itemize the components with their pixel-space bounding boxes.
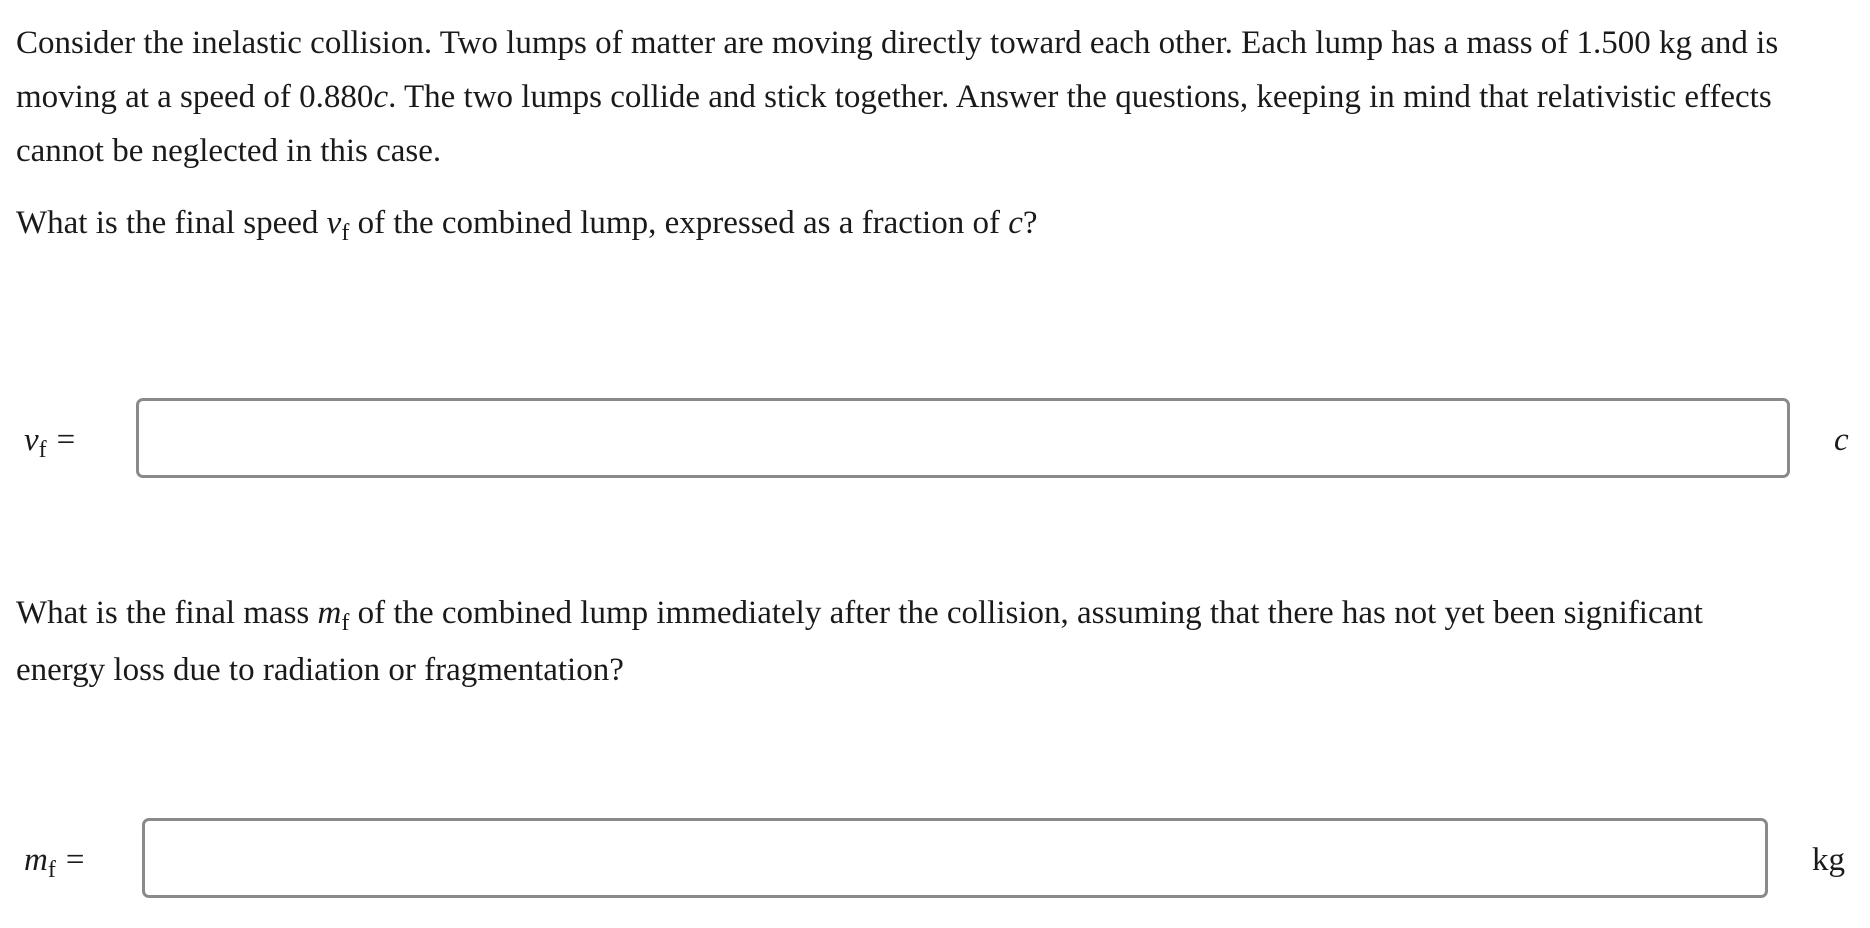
intro-text-start: Consider the inelastic collision. Two lumps of matter are moving directly toward each other. Each lump has a mass of 1.500 kg and is moving at a speed of 0.880 — [16, 25, 1779, 115]
q2-text-end: of the combined lump immediately after the collision, assuming that there has not yet been significant energy loss due to radiation or fragmentation? — [16, 595, 1703, 688]
q2-text-start: What is the final mass — [16, 595, 318, 631]
final-mass-label — [24, 838, 84, 885]
final-speed-label — [24, 418, 75, 465]
q2-variable — [317, 595, 350, 636]
question-final-mass — [16, 586, 1736, 697]
final-mass-unit: kg — [1812, 842, 1845, 878]
q2-variable-symbol: m — [317, 595, 342, 631]
final-speed-unit: c — [1834, 422, 1849, 458]
q1-text-middle: of the combined lump, expressed as a fraction of — [349, 205, 1009, 241]
answer-row-final-speed — [0, 398, 1870, 484]
q2-variable-subscript: f — [341, 610, 350, 636]
q1-variable-subscript: f — [341, 220, 350, 246]
q1-fraction-of: c — [1008, 205, 1023, 241]
equals-sign: = — [65, 842, 85, 878]
answer-row-final-mass — [0, 818, 1870, 904]
intro-text-end: . The two lumps collide and stick together. Answer the questions, keeping in mind that relativistic effects cannot be neglected in this case. — [16, 79, 1772, 169]
final-speed-input[interactable] — [136, 398, 1790, 478]
final-mass-subscript: f — [47, 857, 56, 883]
q1-text-start: What is the final speed — [16, 205, 327, 241]
equals-sign: = — [56, 422, 76, 458]
final-mass-symbol: m — [24, 842, 48, 878]
problem-statement — [16, 16, 1856, 178]
q1-variable — [326, 205, 350, 246]
q1-variable-symbol: v — [326, 205, 342, 241]
final-speed-symbol: v — [24, 422, 39, 458]
q1-text-end: ? — [1022, 205, 1038, 241]
intro-speed-unit: c — [373, 79, 389, 115]
question-final-speed — [16, 196, 1856, 253]
final-speed-subscript: f — [38, 437, 47, 463]
final-mass-input[interactable] — [142, 818, 1768, 898]
